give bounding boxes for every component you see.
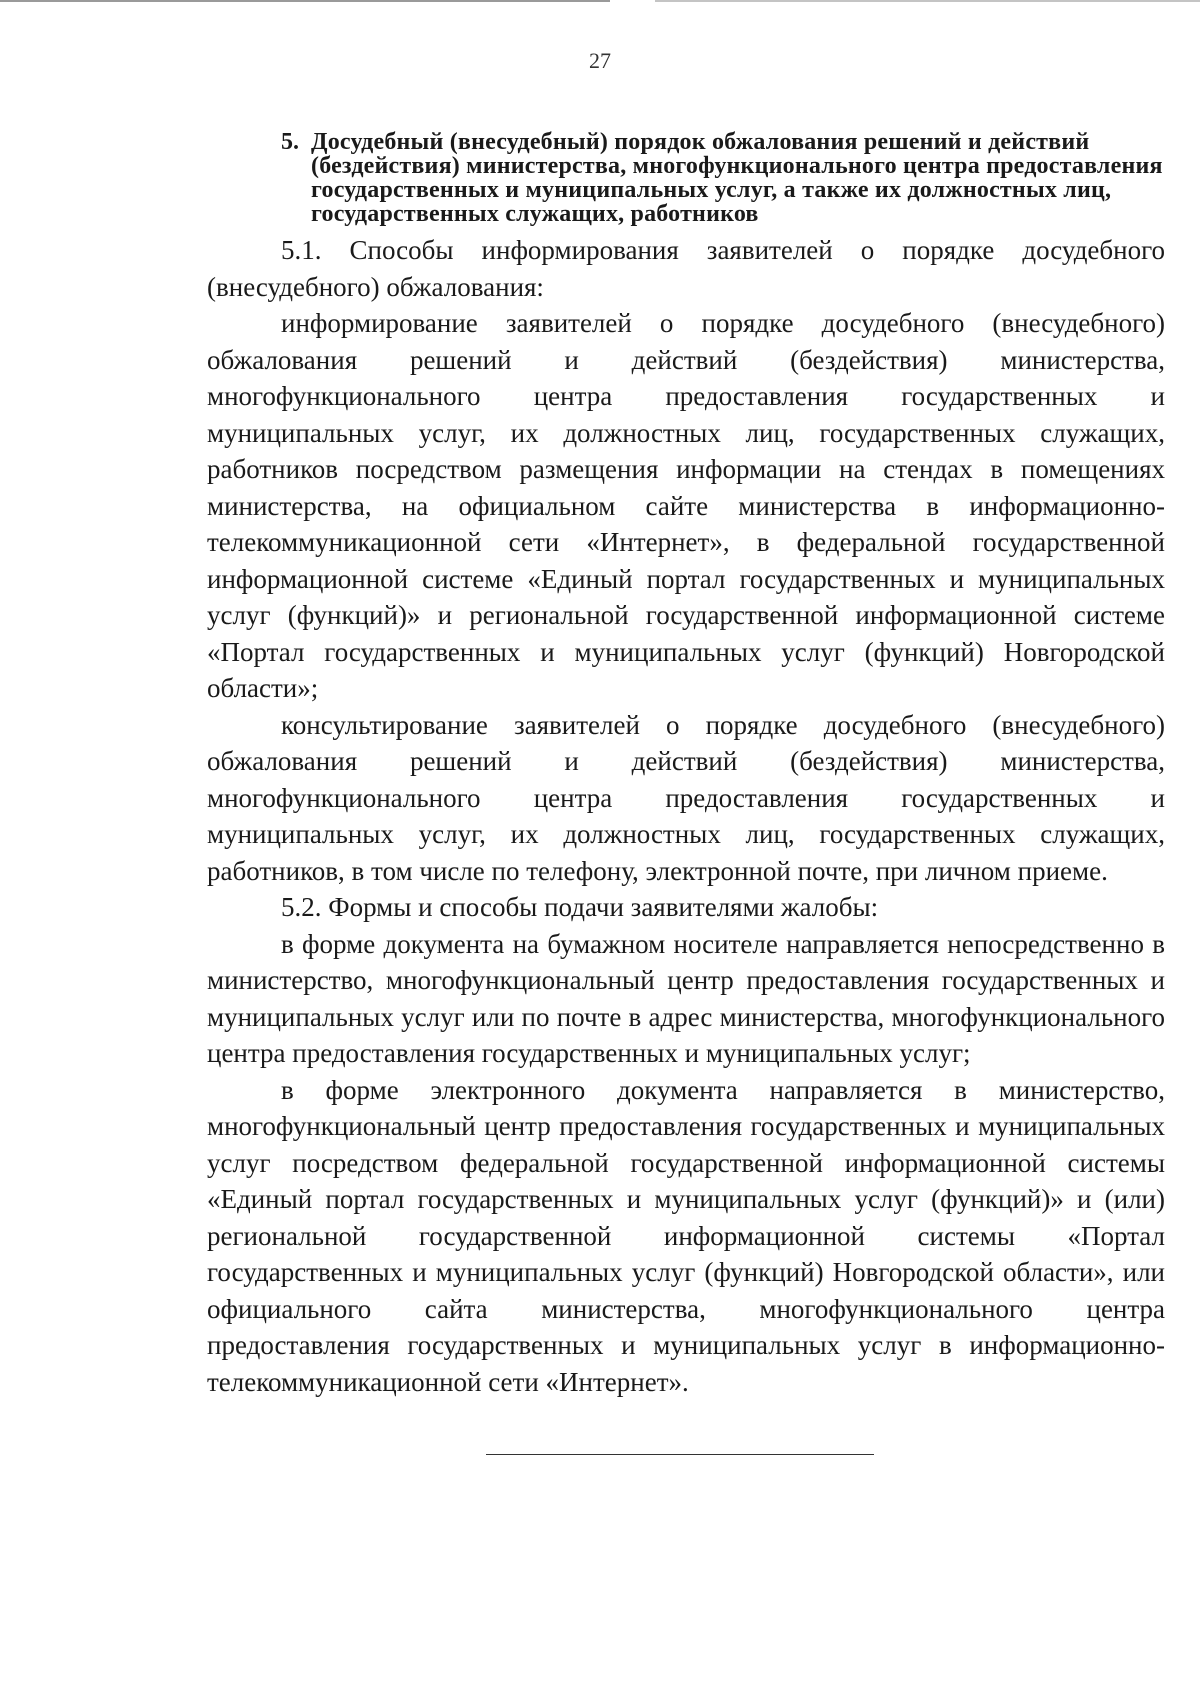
paragraph-5-1: 5.1. Способы информирования заявителей о порядке досудебного (внесудебного) обжалования: — [207, 235, 1165, 302]
paragraph-electronic-form: в форме электронного документа направляется в министерство, многофункциональный центр предоставления государственных и муниципальных услуг посредством федеральной государственной информационной системы «Единый портал государственных и муниципальных услуг (функций)» и (или) региональной государственной информационной системы «Портал государственных и муниципальных услуг (функций) Новгородской области», или официального сайта министерства, многофункционального центра предоставления государственных и муниципальных услуг в информационно-телекоммуникационной сети «Интернет». — [207, 1074, 1165, 1397]
paragraph-paper-form: в форме документа на бумажном носителе направляется непосредственно в министерство, многофункциональный центр предоставления государственных и муниципальных услуг или по почте в адрес министерства, многофункционального центра предоставления государственных и муниципальных услуг; — [207, 928, 1165, 1068]
paragraph-5-2: 5.2. Формы и способы подачи заявителями жалобы: — [281, 892, 879, 922]
paragraph-consulting: консультирование заявителей о порядке досудебного (внесудебного) обжалования решений и действий (бездействия) министерства, многофункционального центра предоставления государственных и муниципальных услуг, их должностных лиц, государственных служащих, работников, в том числе по телефону, электронной почте, при личном приеме. — [207, 709, 1165, 886]
section-number: 5. — [281, 129, 299, 155]
document-body — [207, 130, 1165, 1400]
scan-top-edge-right — [655, 0, 1200, 2]
end-of-document-rule — [486, 1454, 874, 1455]
section-title: Досудебный (внесудебный) порядок обжалования решений и действий (бездействия) министерства, многофункционального центра предоставления государственных и муниципальных услуг, а также их должностных лиц, государственных служащих, работников — [311, 129, 1163, 227]
section-heading — [207, 130, 1165, 226]
scan-top-edge-left — [0, 0, 610, 2]
paragraph-informing: информирование заявителей о порядке досудебного (внесудебного) обжалования решений и действий (бездействия) министерства, многофункционального центра предоставления государственных и муниципальных услуг, их должностных лиц, государственных служащих, работников посредством размещения информации на стендах в помещениях министерства, на официальном сайте министерства в информационно-телекоммуникационной сети «Интернет», в федеральной государственной информационной системе «Единый портал государственных и муниципальных услуг (функций)» и региональной государственной информационной системе «Портал государственных и муниципальных услуг (функций) Новгородской области»; — [207, 308, 1165, 703]
page-number: 27 — [589, 48, 611, 73]
